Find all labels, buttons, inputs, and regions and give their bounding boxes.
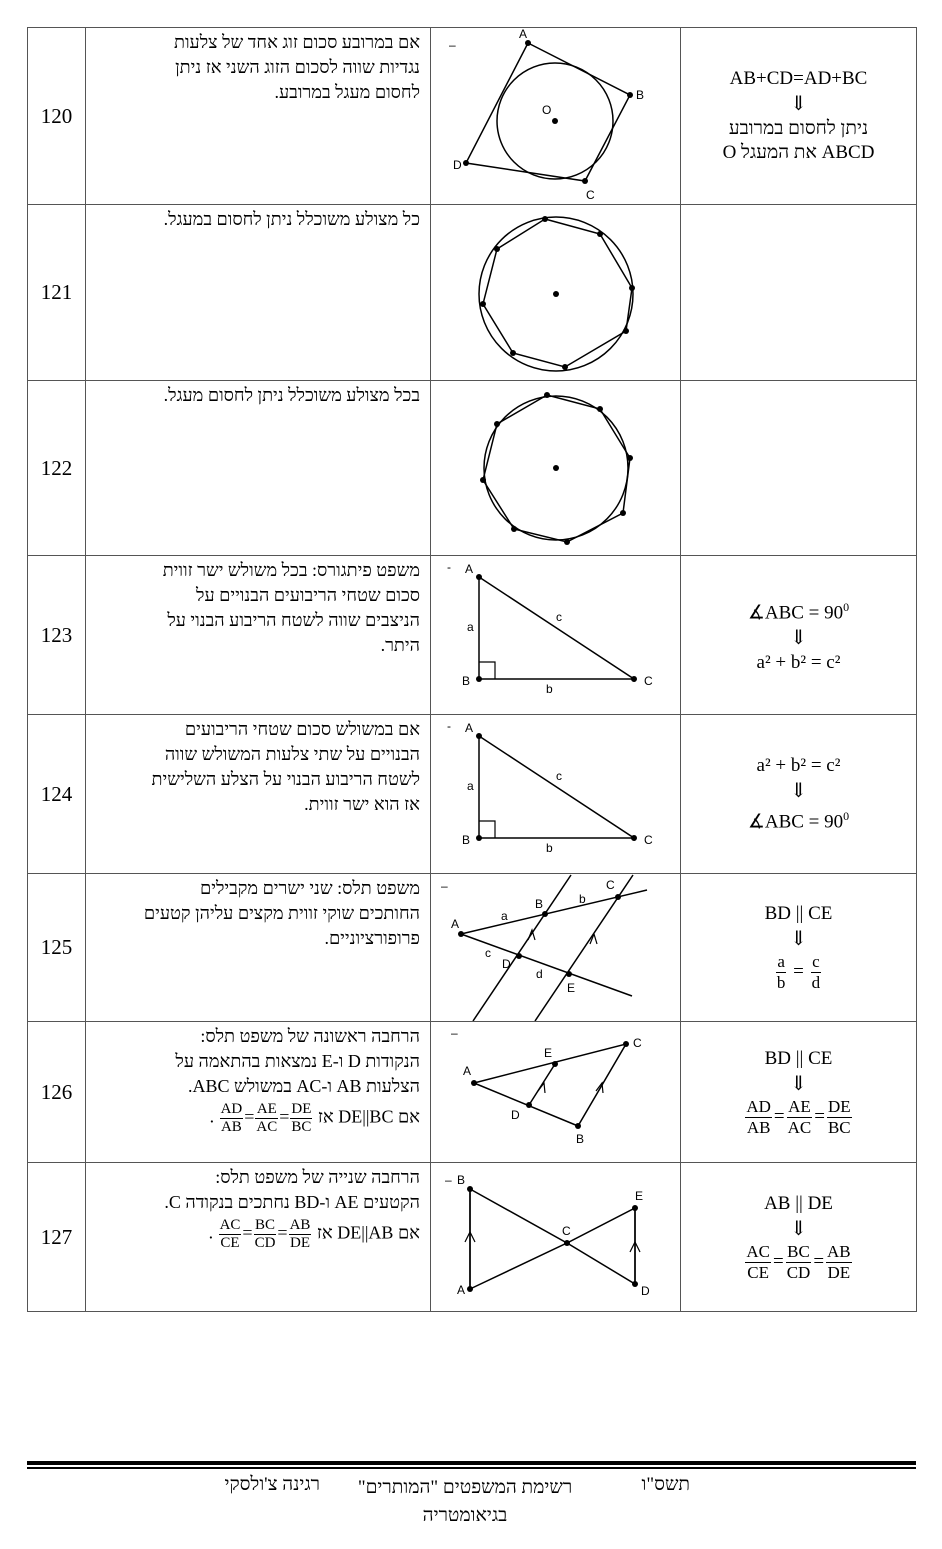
implication-premise: a² + b² = c² — [756, 754, 841, 776]
label-d: D — [453, 157, 462, 172]
implication-cell — [681, 205, 917, 381]
side-label-c: c — [556, 768, 562, 783]
implication-conclusion: ניתן לחסום במרובע — [728, 118, 869, 139]
label-b: B — [462, 673, 471, 688]
label-d: D — [502, 957, 511, 971]
vertex-c — [631, 835, 637, 841]
implication-conclusion: $\frac{AC}{CE}$ = $\frac{BC}{CD}$ = $\frac{AB}{DE}$ — [746, 1241, 851, 1282]
vertex-a — [471, 1080, 477, 1086]
statement-line: הבנויים על שתי צלעות המשולש שווה — [164, 744, 420, 764]
point-d — [526, 1102, 532, 1108]
theorem-statement — [86, 381, 431, 556]
label-a: A — [465, 561, 474, 576]
fraction: $\frac{AE}{AC}$ — [256, 1101, 278, 1135]
figure-mark: – — [445, 1172, 452, 1187]
segment-label-d: d — [536, 967, 543, 981]
implication-conclusion: a² + b² = c² — [756, 652, 841, 674]
implication-premise: ∡ABC = $90^0$ — [747, 599, 850, 624]
vertex-c — [631, 676, 637, 682]
segment-de — [529, 1064, 555, 1105]
fraction: $\frac{AC}{CE}$ — [746, 1241, 770, 1282]
figure-mark: - — [447, 718, 451, 733]
vertex-a — [458, 931, 464, 937]
figure-cell — [431, 205, 681, 381]
thales-extension-figure — [431, 1023, 680, 1162]
label-c: C — [633, 1035, 642, 1050]
side-label-b: b — [546, 681, 553, 696]
implies-arrow-icon: ⇓ — [790, 928, 807, 950]
label-b: B — [457, 1172, 466, 1187]
label-a: A — [457, 1282, 466, 1297]
theorems-table — [27, 27, 917, 1312]
fraction: $\frac{BC}{CD}$ — [786, 1241, 811, 1282]
vertex — [542, 216, 548, 222]
statement-line: לשטח הריבוע הבנוי על הצלע השלישית — [151, 769, 420, 789]
fraction: $\frac{AB}{DE}$ — [827, 1241, 851, 1282]
statement-line: אם במרובע סכום זוג אחד של צלעות — [173, 32, 420, 52]
implication-conclusion: ABCD את המעגל O — [722, 142, 875, 163]
figure-cell — [431, 556, 681, 715]
fraction: $\frac{BC}{CD}$ — [254, 1217, 276, 1251]
label-e: E — [635, 1188, 644, 1203]
point-e — [552, 1061, 558, 1067]
statement-line: אם במשולש סכום שטחי הריבועים — [184, 719, 420, 739]
label-b: B — [576, 1131, 585, 1146]
table-row — [28, 28, 917, 205]
row-number: 127 — [28, 1163, 86, 1312]
table-row — [28, 1163, 917, 1312]
fraction: $\frac{a}{b}$ — [776, 952, 786, 992]
statement-line: אז הוא ישר זווית. — [304, 794, 420, 814]
vertex-b — [467, 1186, 473, 1192]
table-row — [28, 1022, 917, 1163]
figure-cell — [431, 1022, 681, 1163]
statement-line: הרחבה ראשונה של משפט תלס: — [200, 1026, 420, 1046]
figure-cell — [431, 1163, 681, 1312]
bowtie-figure — [431, 1164, 680, 1311]
point-c — [564, 1240, 570, 1246]
tangent-point — [627, 455, 633, 461]
theorem-statement — [86, 556, 431, 715]
segment-label-c: c — [485, 946, 491, 960]
statement-line: לחסום מעגל במרובע. — [274, 82, 420, 102]
statement-line: היתר. — [380, 635, 420, 655]
vertex-c — [582, 178, 588, 184]
vertex — [480, 301, 486, 307]
statement-line: הקטעים AE ו-BD נחתכים בנקודה C. — [164, 1192, 420, 1212]
theorem-statement — [86, 1163, 431, 1312]
table-row — [28, 715, 917, 874]
fraction: $\frac{AC}{CE}$ — [219, 1217, 241, 1251]
implication-cell — [681, 715, 917, 874]
statement-line: כל מצולע משוכלל ניתן לחסום במעגל. — [163, 209, 420, 229]
inscribed-circle-octagon-figure — [431, 382, 680, 555]
tangent-point — [597, 406, 603, 412]
implication-premise: BD || CE — [764, 1047, 833, 1069]
point-b — [542, 911, 548, 917]
implies-arrow-icon: ⇓ — [790, 1072, 807, 1095]
implication-premise: AB || DE — [764, 1192, 833, 1214]
theorem-statement — [86, 874, 431, 1022]
implication-cell — [681, 1022, 917, 1163]
implication-cell — [681, 1163, 917, 1312]
vertex — [494, 246, 500, 252]
theorem-statement — [86, 1022, 431, 1163]
side-label-c: c — [556, 609, 562, 624]
right-angle-mark — [479, 662, 495, 679]
side-label-a: a — [467, 619, 474, 634]
implication-conclusion: $\frac{a}{b}$ = $\frac{c}{d}$ — [776, 952, 821, 992]
implication-cell — [681, 381, 917, 556]
vertex — [629, 285, 635, 291]
vertex-d — [463, 160, 469, 166]
implies-arrow-icon: ⇓ — [790, 779, 807, 802]
fraction: $\frac{AE}{AC}$ — [787, 1096, 812, 1137]
triangle-abc — [479, 577, 634, 679]
label-b: B — [636, 87, 645, 102]
figure-cell — [431, 874, 681, 1022]
vertex-d — [632, 1281, 638, 1287]
right-angle-mark — [479, 821, 495, 838]
implication-cell — [681, 28, 917, 205]
circumscribed-octagon-figure — [431, 206, 680, 380]
label-a: A — [451, 917, 460, 931]
fraction: $\frac{AD}{AB}$ — [746, 1096, 771, 1137]
label-e: E — [544, 1045, 553, 1060]
label-c: C — [586, 187, 595, 202]
figure-mark: – — [451, 1025, 458, 1040]
figure-mark: – — [449, 37, 456, 52]
implication-premise: AB+CD=AD+BC — [729, 68, 868, 89]
statement-line: משפט פיתגורס: בכל משולש ישר זווית — [162, 560, 420, 580]
table-row — [28, 205, 917, 381]
vertex-b — [476, 676, 482, 682]
statement-line: נגדיות שווה לסכום הזוג השני אז ניתן — [175, 57, 420, 77]
vertex-a — [476, 574, 482, 580]
point-c — [615, 894, 621, 900]
implication-conclusion: $\frac{AD}{AB}$ = $\frac{AE}{AC}$ = $\frac{DE}{BC}$ — [746, 1096, 851, 1137]
footer-title: רשימת המשפטים "המותרים" בגיאומטריה — [357, 1477, 573, 1526]
label-e: E — [567, 981, 576, 995]
vertex-e — [632, 1205, 638, 1211]
tangent-point — [494, 421, 500, 427]
tangent-point — [544, 392, 550, 398]
side-label-b: b — [546, 840, 553, 855]
label-a: A — [519, 28, 528, 41]
statement-line: הניצבים שווה לשטח הריבוע הבנוי על — [167, 610, 420, 630]
table-row — [28, 556, 917, 715]
statement-line: הרחבה שנייה של משפט תלס: — [215, 1167, 420, 1187]
thales-theorem-figure — [431, 874, 680, 1021]
table-row — [28, 874, 917, 1022]
vertex-b — [627, 92, 633, 98]
point-e — [566, 971, 572, 977]
statement-line: פרופורציוניים. — [324, 928, 420, 948]
implication-premise: BD || CE — [764, 903, 833, 924]
vertex — [562, 364, 568, 370]
fraction: $\frac{AD}{AB}$ — [220, 1101, 243, 1135]
theorem-statement — [86, 205, 431, 381]
figure-cell — [431, 381, 681, 556]
statement-line: סכום שטחי הריבועים הבנויים על — [196, 585, 420, 605]
label-c: C — [644, 832, 653, 847]
footer-rule — [27, 1461, 916, 1465]
vertex-b — [575, 1123, 581, 1129]
figure-mark: - — [447, 559, 451, 574]
vertex-b — [476, 835, 482, 841]
label-o: O — [542, 102, 552, 117]
footer-author: רגינה צ'ולסקי — [224, 1474, 320, 1495]
side-label-a: a — [467, 778, 474, 793]
statement-condition: אם DE||AB אז $\frac{AC}{CE}$ = $\frac{BC}{CD}$ = $\frac{AB}{DE}$ . — [208, 1217, 420, 1251]
intersecting-segments — [470, 1189, 635, 1289]
table-row — [28, 381, 917, 556]
row-number: 124 — [28, 715, 86, 874]
center-point — [553, 291, 559, 297]
statement-line: הנקודות D ו-E נמצאות בהתאמה על — [175, 1051, 420, 1071]
label-b: B — [462, 832, 471, 847]
implies-arrow-icon: ⇓ — [790, 93, 807, 115]
vertex-c — [623, 1041, 629, 1047]
theorem-statement — [86, 28, 431, 205]
label-c: C — [606, 878, 615, 892]
right-triangle-figure — [431, 557, 680, 714]
implies-arrow-icon: ⇓ — [790, 1217, 807, 1240]
row-number: 122 — [28, 381, 86, 556]
vertex-a — [476, 733, 482, 739]
segment-label-a: a — [501, 909, 508, 923]
implies-arrow-icon: ⇓ — [790, 627, 807, 650]
statement-line: בכל מצולע משוכלל ניתן לחסום מעגל. — [163, 385, 420, 405]
parallel-arrow-icon — [590, 934, 597, 944]
fraction: $\frac{AB}{DE}$ — [289, 1217, 311, 1251]
vertex — [623, 328, 629, 334]
label-d: D — [641, 1283, 650, 1298]
row-number: 126 — [28, 1022, 86, 1163]
tangent-point — [511, 526, 517, 532]
tangent-point — [620, 510, 626, 516]
label-c: C — [562, 1223, 571, 1238]
theorem-statement — [86, 715, 431, 874]
implication-cell — [681, 874, 917, 1022]
row-number: 123 — [28, 556, 86, 715]
footer-year: תשס"ו — [641, 1474, 690, 1495]
center-point — [552, 118, 558, 124]
implication-cell — [681, 556, 917, 715]
figure-cell — [431, 28, 681, 205]
statement-line: החותכים שוקי זווית מקצים עליהן קטעים — [143, 903, 420, 923]
center-point — [553, 465, 559, 471]
label-a: A — [463, 1063, 472, 1078]
tangent-point — [564, 539, 570, 545]
lower-ray — [461, 934, 632, 996]
row-number: 120 — [28, 28, 86, 205]
implication-conclusion: ∡ABC = $90^0$ — [747, 808, 850, 833]
vertex — [510, 350, 516, 356]
fraction: $\frac{c}{d}$ — [811, 952, 821, 992]
segment-label-b: b — [579, 892, 586, 906]
statement-line: משפט תלס: שני ישרים מקבילים — [200, 878, 420, 898]
figure-cell — [431, 715, 681, 874]
point-d — [516, 953, 522, 959]
row-number: 125 — [28, 874, 86, 1022]
statement-condition: אם DE||BC אז $\frac{AD}{AB}$ = $\frac{AE}{AC}$ = $\frac{DE}{BC}$ . — [209, 1101, 420, 1135]
right-triangle-figure — [431, 716, 680, 873]
label-b: B — [535, 897, 544, 911]
footer-rule — [27, 1467, 916, 1469]
label-d: D — [511, 1107, 520, 1122]
inscribed-circle-quadrilateral-figure — [431, 29, 680, 204]
statement-line: הצלעות AB ו-AC במשולש ABC. — [188, 1076, 420, 1096]
label-a: A — [465, 720, 474, 735]
vertex-a — [467, 1286, 473, 1292]
figure-mark: – — [441, 879, 448, 893]
tangent-point — [480, 477, 486, 483]
fraction: $\frac{DE}{BC}$ — [827, 1096, 851, 1137]
label-c: C — [644, 673, 653, 688]
fraction: $\frac{DE}{BC}$ — [291, 1101, 312, 1135]
vertex — [597, 231, 603, 237]
row-number: 121 — [28, 205, 86, 381]
triangle-abc — [479, 736, 634, 838]
